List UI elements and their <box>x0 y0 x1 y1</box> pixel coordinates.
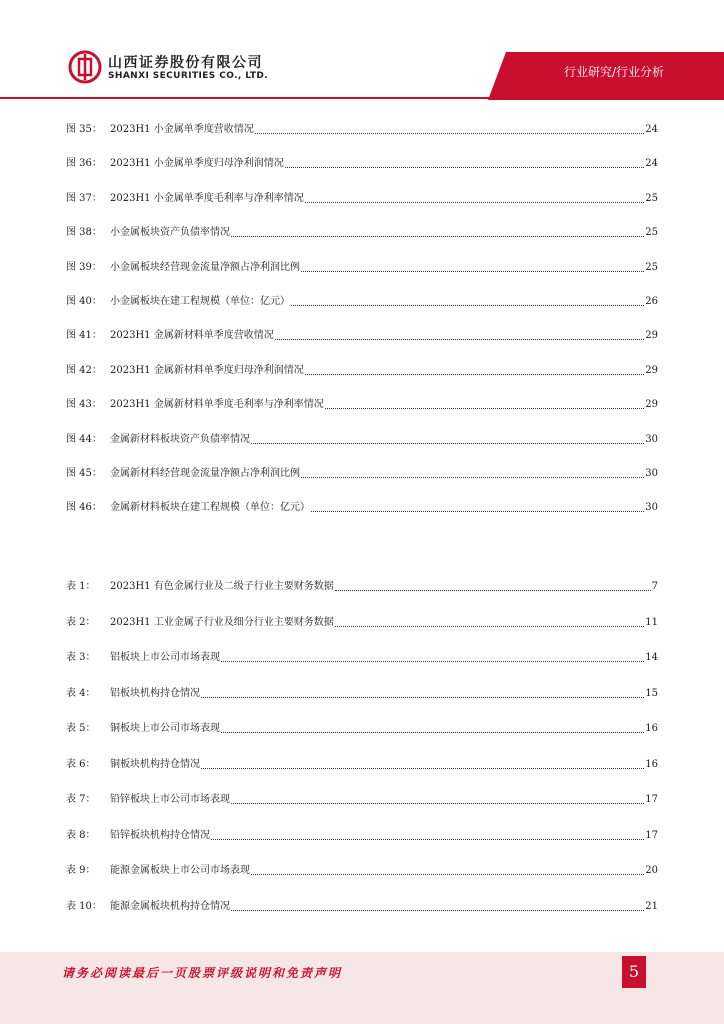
toc-entry-title: 小金属板块经营现金流量净额占净利润比例 <box>110 261 300 273</box>
toc-entry-title: 铝板块机构持仓情况 <box>110 687 200 699</box>
toc-leader-dots <box>311 511 644 512</box>
toc-leader-dots <box>231 236 644 237</box>
toc-entry[interactable] <box>66 756 658 772</box>
toc-leader-dots <box>305 202 645 203</box>
toc-entry-page: 7 <box>651 581 658 592</box>
toc-entry-page: 25 <box>645 227 658 239</box>
company-name-en: SHANXI SECURITIES CO., LTD. <box>108 71 269 81</box>
footer-band <box>0 952 724 1024</box>
report-category: 行业研究/行业分析 <box>563 65 664 79</box>
toc-entry-page: 15 <box>645 687 658 699</box>
toc-entry-title: 2023H1 工业金属子行业及细分行业主要财务数据 <box>110 616 334 628</box>
footer-disclaimer: 请务必阅读最后一页股票评级说明和免责声明 <box>62 966 343 980</box>
toc-entry-page: 24 <box>645 124 658 135</box>
toc-entry-page: 29 <box>645 399 658 411</box>
toc-leader-dots <box>305 374 645 375</box>
toc-entry[interactable] <box>66 685 658 701</box>
toc-entry-label: 图 42： <box>66 364 102 376</box>
toc-entry[interactable] <box>66 791 658 807</box>
header-red-band <box>0 0 724 100</box>
toc-entry-page: 20 <box>645 865 658 876</box>
toc-entry-page: 16 <box>645 723 658 734</box>
toc-entry-page: 14 <box>645 652 658 663</box>
toc-leader-dots <box>211 839 644 840</box>
toc-entry[interactable] <box>66 578 658 594</box>
toc-leader-dots <box>251 874 644 875</box>
toc-entry-label: 表 1： <box>66 581 96 592</box>
toc-leader-dots <box>291 305 644 306</box>
toc-entry-title: 能源金属板块上市公司市场表现 <box>110 865 250 876</box>
toc-entry-label: 表 2： <box>66 616 96 628</box>
toc-entry-page: 25 <box>645 261 658 273</box>
toc-entry[interactable] <box>66 614 658 630</box>
toc-entry-label: 图 44： <box>66 433 102 445</box>
toc-leader-dots <box>285 167 645 168</box>
toc-entry[interactable] <box>66 465 658 481</box>
toc-entry[interactable] <box>66 190 658 206</box>
toc-entry-title: 2023H1 小金属单季度毛利率与净利率情况 <box>110 192 304 204</box>
toc-entry-title: 铅锌板块机构持仓情况 <box>110 829 210 841</box>
toc-leader-dots <box>301 477 644 478</box>
toc-leader-dots <box>231 910 644 911</box>
toc-leader-dots <box>231 803 644 804</box>
toc-entry-title: 能源金属板块机构持仓情况 <box>110 900 230 912</box>
toc-entry-label: 图 41： <box>66 330 102 342</box>
toc-entry-label: 图 35： <box>66 124 102 135</box>
toc-entry-label: 表 6： <box>66 758 96 770</box>
toc-entry-label: 表 7： <box>66 794 96 805</box>
toc-entry-page: 24 <box>645 158 658 170</box>
toc-entry-title: 2023H1 小金属单季度归母净利润情况 <box>110 158 284 170</box>
toc-entry[interactable] <box>66 396 658 412</box>
toc-entry-title: 铅锌板块上市公司市场表现 <box>110 794 230 805</box>
toc-entry-label: 图 38： <box>66 227 102 239</box>
toc-entry-label: 图 39： <box>66 261 102 273</box>
toc-leader-dots <box>325 408 645 409</box>
toc-leader-dots <box>201 697 644 698</box>
toc-entry-label: 图 46： <box>66 502 102 514</box>
toc-entry-title: 铜板块机构持仓情况 <box>110 758 200 770</box>
toc-entry-title: 2023H1 有色金属行业及二级子行业主要财务数据 <box>110 581 334 592</box>
toc-entry[interactable] <box>66 259 658 275</box>
toc-entry[interactable] <box>66 155 658 171</box>
toc-entry-title: 小金属板块资产负债率情况 <box>110 227 230 239</box>
toc-entry-label: 表 3： <box>66 652 96 663</box>
toc-entry[interactable] <box>66 431 658 447</box>
toc-entry-label: 图 43： <box>66 399 102 411</box>
toc-entry[interactable] <box>66 827 658 843</box>
toc-entry-title: 2023H1 金属新材料单季度毛利率与净利率情况 <box>110 399 324 411</box>
toc-entry-page: 16 <box>645 758 658 770</box>
toc-entry-label: 图 36： <box>66 158 102 170</box>
toc-entry[interactable] <box>66 720 658 736</box>
toc-entry[interactable] <box>66 121 658 137</box>
toc-entry-page: 30 <box>645 502 658 514</box>
toc-entry-label: 图 37： <box>66 192 102 204</box>
toc-entry-page: 30 <box>645 433 658 445</box>
page-number: 5 <box>622 956 646 988</box>
toc-entry-page: 17 <box>645 829 658 841</box>
toc-entry-page: 29 <box>645 330 658 342</box>
toc-leader-dots <box>301 271 644 272</box>
toc-entry-page: 17 <box>645 794 658 805</box>
toc-entry-title: 小金属板块在建工程规模（单位：亿元） <box>110 296 290 307</box>
toc-entry[interactable] <box>66 649 658 665</box>
toc-entry-label: 图 45： <box>66 468 102 479</box>
toc-entry-title: 2023H1 小金属单季度营收情况 <box>110 124 254 135</box>
toc-entry-page: 21 <box>645 900 658 912</box>
toc-leader-dots <box>335 626 645 627</box>
toc-entry-label: 表 5： <box>66 723 96 734</box>
company-name-cn: 山西证券股份有限公司 <box>108 55 263 71</box>
toc-entry[interactable] <box>66 362 658 378</box>
toc-entry[interactable] <box>66 224 658 240</box>
toc-entry[interactable] <box>66 898 658 914</box>
toc-entry-page: 26 <box>645 296 658 307</box>
page-header <box>0 0 724 100</box>
toc-entry-page: 25 <box>645 192 658 204</box>
toc-entry-title: 2023H1 金属新材料单季度归母净利润情况 <box>110 364 304 376</box>
toc-entry[interactable] <box>66 862 658 878</box>
toc-leader-dots <box>275 339 645 340</box>
toc-entry-label: 图 40： <box>66 296 102 307</box>
toc-leader-dots <box>221 732 644 733</box>
toc-entry-label: 表 4： <box>66 687 96 699</box>
toc-entry-title: 2023H1 金属新材料单季度营收情况 <box>110 330 274 342</box>
toc-leader-dots <box>251 443 644 444</box>
toc-leader-dots <box>335 590 651 591</box>
toc-entry-label: 表 8： <box>66 829 96 841</box>
toc-entry-page: 11 <box>645 616 658 628</box>
toc-entry-label: 表 9： <box>66 865 96 876</box>
toc-entry[interactable] <box>66 293 658 309</box>
toc-leader-dots <box>201 768 644 769</box>
toc-leader-dots <box>221 661 644 662</box>
toc-entry-page: 30 <box>645 468 658 479</box>
toc-entry-title: 金属新材料经营现金流量净额占净利润比例 <box>110 468 300 479</box>
toc-entry[interactable] <box>66 327 658 343</box>
toc-entry-title: 铝板块上市公司市场表现 <box>110 652 220 663</box>
toc-leader-dots <box>255 133 645 134</box>
toc-entry-page: 29 <box>645 364 658 376</box>
toc-entry-title: 铜板块上市公司市场表现 <box>110 723 220 734</box>
company-logo-icon <box>68 50 102 84</box>
toc-entry-label: 表 10： <box>66 900 102 912</box>
toc-entry-title: 金属新材料板块在建工程规模（单位：亿元） <box>110 502 310 514</box>
toc-entry-title: 金属新材料板块资产负债率情况 <box>110 433 250 445</box>
toc-entry[interactable] <box>66 499 658 515</box>
